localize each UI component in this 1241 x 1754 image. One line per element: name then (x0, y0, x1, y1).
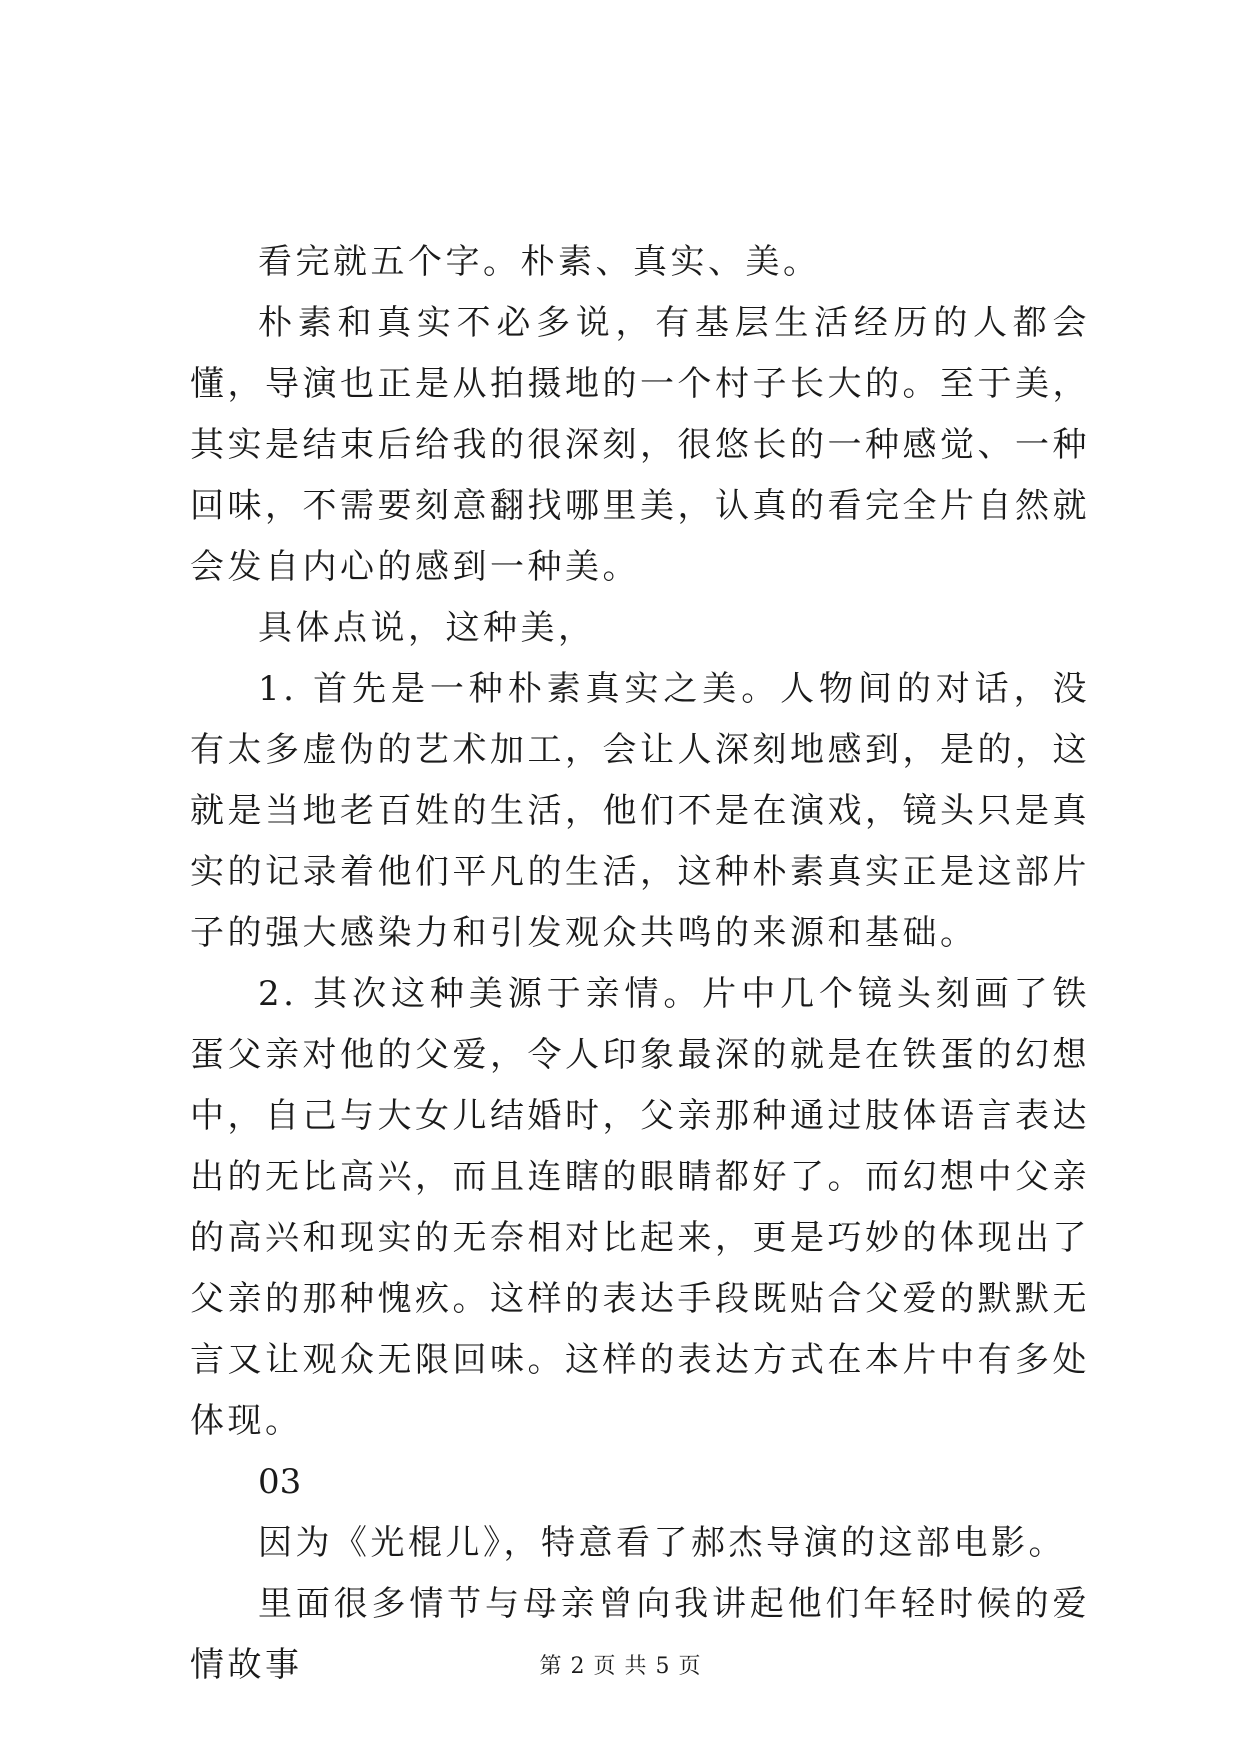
paragraph-specifically: 具体点说，这种美， (258, 608, 596, 648)
paragraph-simplicity-truth: 朴素和真实不必多说，有基层生活经历的人都会懂，导演也正是从拍摄地的一个村子长大的。至于美，其实是结束后给我的很深刻，很悠长的一种感觉、一种回味，不需要刻意翻找哪里美，认真的看完全片自然就会发自内心的感到一种美。 (190, 303, 1090, 587)
paragraph-point-1: 1. 首先是一种朴素真实之美。人物间的对话，没有太多虚伪的艺术加工，会让人深刻地感到，是的，这就是当地老百姓的生活，他们不是在演戏，镜头只是真实的记录着他们平凡的生活，这种朴素真实正是这部片子的强大感染力和引发观众共鸣的来源和基础。 (190, 669, 1090, 953)
section-number: 03 (258, 1462, 302, 1502)
document-body (190, 232, 1090, 1696)
paragraph-because: 因为《光棍儿》，特意看了郝杰导演的这部电影。 (258, 1523, 1066, 1563)
paragraph-plot-mother: 里面很多情节与母亲曾向我讲起他们年轻时候的爱情故事 (190, 1584, 1090, 1685)
page-footer: 第 2 页 共 5 页 (539, 1654, 702, 1679)
paragraph-summary: 看完就五个字。朴素、真实、美。 (258, 242, 821, 282)
paragraph-point-2: 2. 其次这种美源于亲情。片中几个镜头刻画了铁蛋父亲对他的父爱，令人印象最深的就是在铁蛋的幻想中，自己与大女儿结婚时，父亲那种通过肢体语言表达出的无比高兴，而且连瞎的眼睛都好了。而幻想中父亲的高兴和现实的无奈相对比起来，更是巧妙的体现出了父亲的那种愧疚。这样的表达手段既贴合父爱的默默无言又让观众无限回味。这样的表达方式在本片中有多处体现。 (190, 974, 1090, 1441)
